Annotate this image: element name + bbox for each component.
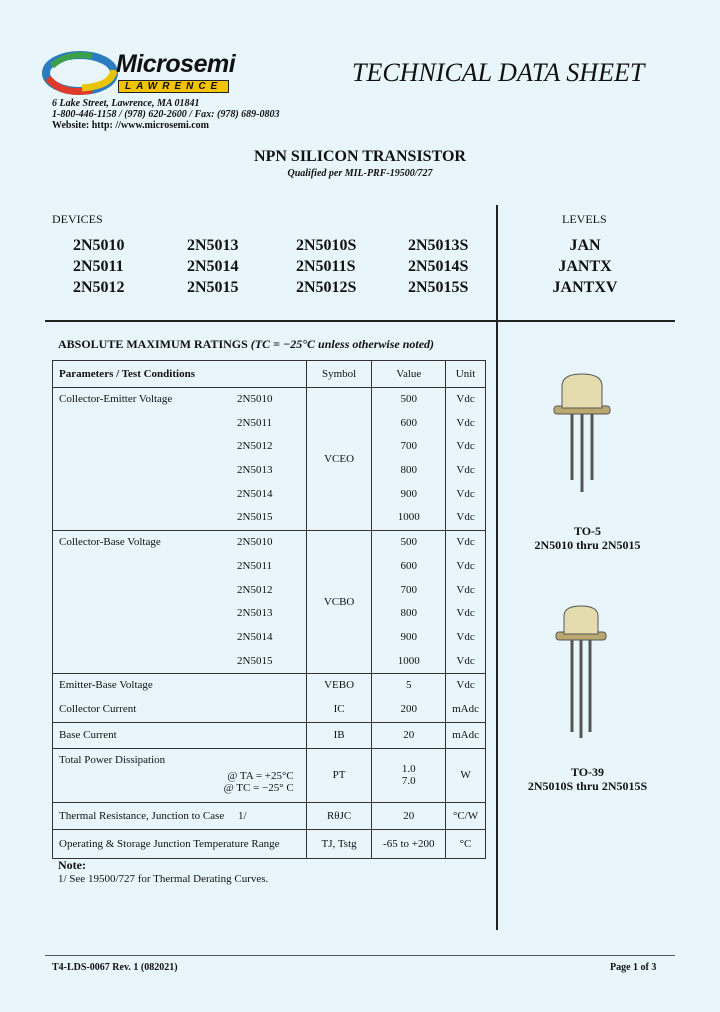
values: 500 600 700 800 900 1000 <box>372 531 446 674</box>
to5-label: TO-5 2N5010 thru 2N5015 <box>534 524 641 552</box>
levels-list: JAN JANTX JANTXV <box>552 237 618 296</box>
units: Vdc Vdc Vdc Vdc Vdc Vdc <box>446 388 486 531</box>
address: 6 Lake Street, Lawrence, MA 01841 <box>52 98 200 109</box>
param: Collector-Emitter Voltage <box>59 393 173 405</box>
ratings-table <box>52 360 486 859</box>
levels-label: LEVELS <box>562 212 607 226</box>
values: 500 600 700 800 900 1000 <box>372 388 446 531</box>
table-row-vceo <box>53 388 486 531</box>
note-text: 1/ See 19500/727 for Thermal Derating Curves. <box>58 873 269 885</box>
table-row-vebo-ic: Emitter-Base Voltage Collector Current VEBO IC 5 200 Vdc mAdc <box>53 674 486 722</box>
to5-package-icon <box>548 368 618 498</box>
param: Collector-Base Voltage <box>59 536 161 549</box>
phone: 1-800-446-1158 / (978) 620-2600 / Fax: (978) 689-0803 <box>52 109 280 120</box>
table-row-rth: Thermal Resistance, Junction to Case 1/ RθJC 20 °C/W <box>53 802 486 829</box>
horizontal-divider <box>45 320 675 322</box>
ratings-title: ABSOLUTE MAXIMUM RATINGS (TC = −25°C unless otherwise noted) <box>58 337 435 351</box>
symbol: VCEO <box>306 388 372 531</box>
header-symbol: Symbol <box>306 361 372 388</box>
to39-package-icon <box>552 600 612 740</box>
units: Vdc Vdc Vdc Vdc Vdc Vdc <box>446 531 486 674</box>
devices-label: DEVICES <box>52 212 103 226</box>
to39-label: TO-39 2N5010S thru 2N5015S <box>527 765 648 793</box>
page-number: Page 1 of 3 <box>610 962 657 973</box>
table-header-row <box>53 361 486 388</box>
parts: 2N5010 2N5011 2N5012 2N5013 2N5014 2N5015 <box>237 393 273 524</box>
table-row-pt: Total Power Dissipation @ TA = +25°C @ TC = −25° C PT 1.0 7.0 W <box>53 748 486 802</box>
header-value: Value <box>372 361 446 388</box>
footer-divider <box>45 955 675 956</box>
page-title: TECHNICAL DATA SHEET <box>352 58 645 87</box>
website-link[interactable]: Website: http: //www.microsemi.com <box>52 120 210 131</box>
parts: 2N5010 2N5011 2N5012 2N5013 2N5014 2N5015 <box>237 536 273 667</box>
logo-name: Microsemi <box>116 50 236 78</box>
header-unit: Unit <box>446 361 486 388</box>
product-title: NPN SILICON TRANSISTOR <box>254 148 466 165</box>
qualified-text: Qualified per MIL-PRF-19500/727 <box>287 168 433 179</box>
doc-number: T4-LDS-0067 Rev. 1 (082021) <box>52 962 178 973</box>
header-params: Parameters / Test Conditions <box>53 361 307 388</box>
logo-sub: LAWRENCE <box>118 80 229 93</box>
vertical-divider <box>496 205 498 930</box>
device-col-3: 2N5010S 2N5011S 2N5012S <box>296 237 357 296</box>
device-col-2: 2N5013 2N5014 2N5015 <box>187 237 239 296</box>
table-row-ib: Base Current IB 20 mAdc <box>53 722 486 748</box>
table-row-temp: Operating & Storage Junction Temperature Range TJ, Tstg -65 to +200 °C <box>53 829 486 858</box>
device-col-4: 2N5013S 2N5014S 2N5015S <box>408 237 469 296</box>
device-col-1: 2N5010 2N5011 2N5012 <box>73 237 125 296</box>
table-row-vcbo <box>53 531 486 674</box>
microsemi-logo-icon <box>42 48 122 98</box>
symbol: VCBO <box>306 531 372 674</box>
note-label: Note: <box>58 858 86 872</box>
